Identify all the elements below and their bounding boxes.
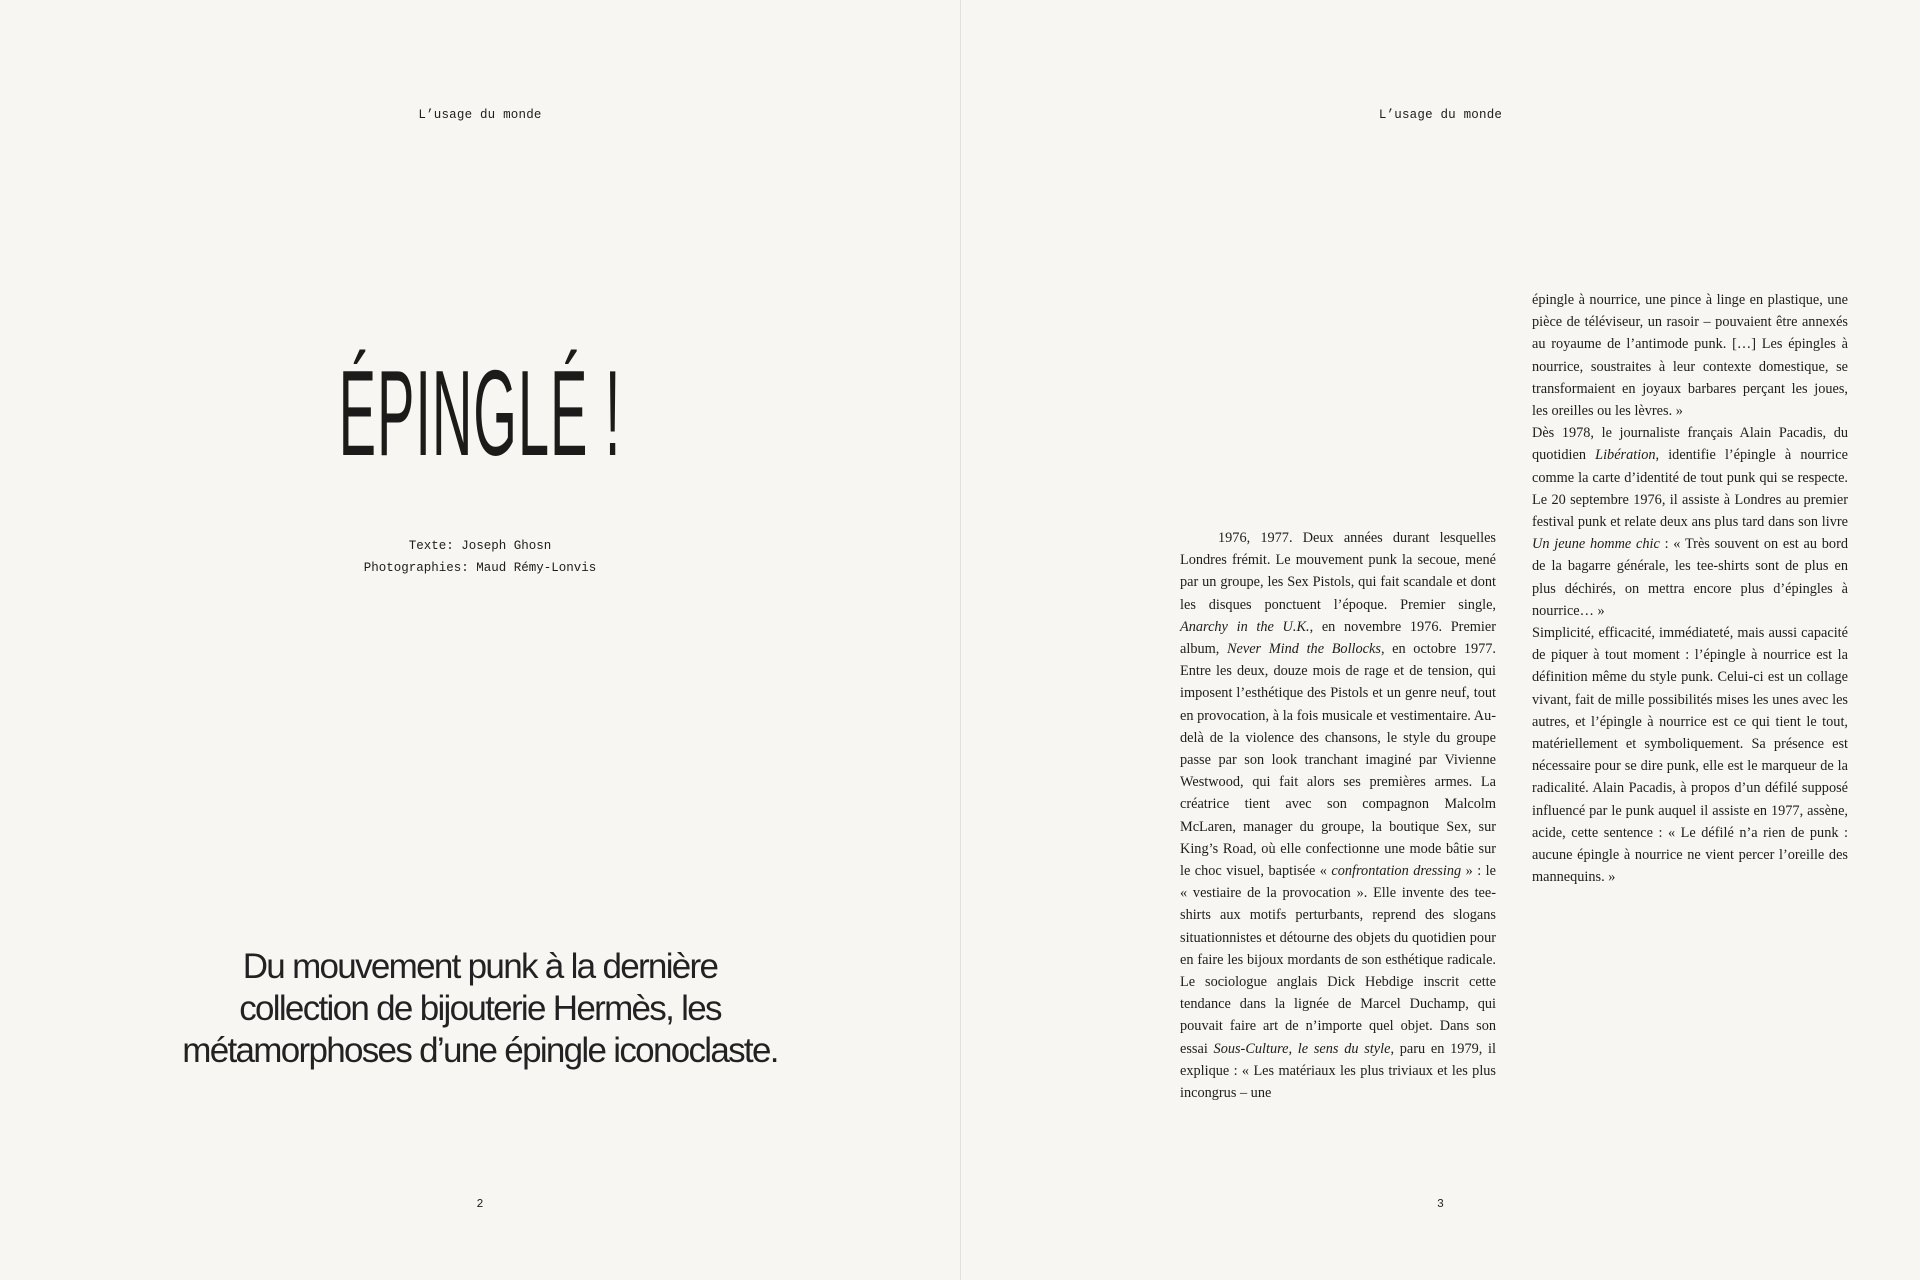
fashion-term: confrontation dressing xyxy=(1331,863,1462,880)
page-number-left: 2 xyxy=(476,1198,484,1211)
body-text: , en novembre 1976. Premier album, xyxy=(1180,618,1496,658)
running-head-right: L’usage du monde xyxy=(1378,108,1503,122)
body-text: , en octobre 1977. Entre les deux, douze mois de rage et de tension, qui imposent l’esthétique des Pistols et un genre neuf, tout en provocation, à la fois musicale et vestimentaire. Au-delà de la violence des chansons, le style du groupe passe par son look tranchant imaginé par Vivienne Westwood, qui fait alors ses premières armes. La créatrice tient avec son compagnon Malcolm McLaren, manager du groupe, la boutique Sex, sur King’s Road, où elle confectionne une mode bâtie sur le choc visuel, baptisée « xyxy=(1180,641,1496,880)
article-headline: ÉPINGLÉ ! xyxy=(338,345,622,481)
article-dek: Du mouvement punk à la dernière collection de bijouterie Hermès, les métamorphoses d’une épingle iconoclaste. xyxy=(182,947,778,1070)
book-title: Un jeune homme chic xyxy=(1532,536,1660,553)
newspaper-title: Libération xyxy=(1595,447,1656,464)
body-text: 1976, 1977. Deux années durant lesquelles Londres frémit. Le mouvement punk la secoue, mené par un groupe, les Sex Pistols, qui fait scandale et dont les disques ponctuent l’époque. Premier single, xyxy=(1180,530,1496,613)
body-text: , paru en 1979, il explique : « Les matériaux les plus triviaux et les plus incongrus – une xyxy=(1180,1040,1497,1102)
song-title: Anarchy in the U.K. xyxy=(1180,618,1310,635)
body-paragraph xyxy=(1180,527,1496,1104)
body-paragraph xyxy=(1532,422,1848,622)
running-head-left: L’usage du monde xyxy=(418,108,542,122)
album-title: Never Mind the Bollocks xyxy=(1226,641,1381,658)
page-number-right: 3 xyxy=(1437,1198,1444,1211)
credit-photographer: Photographies: Maud Rémy-Lonvis xyxy=(363,561,597,575)
right-page xyxy=(961,0,1920,1280)
book-title: Sous-Culture, le sens du style xyxy=(1213,1040,1391,1057)
article-credits xyxy=(0,535,960,579)
body-column-2 xyxy=(1532,289,1848,888)
body-text: : « Très souvent on est au bord de la bagarre générale, les tee-shirts sont de plus en plus déchirés, on mettra encore plus d’épingles à nourrice… » xyxy=(1532,536,1848,619)
credit-text-author: Texte: Joseph Ghosn xyxy=(408,539,552,553)
body-paragraph: Simplicité, efficacité, immédiateté, mais aussi capacité de piquer à tout moment : l’épingle à nourrice est la définition même du style punk. Celui-ci est un collage vivant, fait de mille possibilités mises les unes avec les autres, et l’épingle à nourrice est ce qui tient le tout, matériellement et symboliquement. Sa présence est nécessaire pour se dire punk, elle est le marqueur de la radicalité. Alain Pacadis, à propos d’un défilé supposé influencé par le punk auquel il assiste en 1977, assène, acide, cette sentence : « Le défilé n’a rien de punk : aucune épingle à nourrice ne vient percer l’oreille des mannequins. » xyxy=(1532,625,1848,886)
body-column-1 xyxy=(1180,527,1496,1104)
body-text: Dès 1978, le journaliste français Alain Pacadis, du quotidien xyxy=(1532,425,1848,464)
body-paragraph: épingle à nourrice, une pince à linge en plastique, une pièce de téléviseur, un rasoir – pouvaient être annexés au royaume de l’antimode punk. […] Les épingles à nourrice, soustraites à leur contexte domestique, se transformaient en joyaux barbares perçant les joues, les oreilles ou les lèvres. » xyxy=(1532,292,1848,420)
body-text: » : le « vestiaire de la provocation ». Elle invente des tee-shirts aux motifs perturbants, reprend des slogans situationnistes et détourne des objets du quotidien pour en faire les bijoux mordants de son esthétique radicale. Le sociologue anglais Dick Hebdige inscrit cette tendance dans la lignée de Marcel Duchamp, qui pouvait faire art de n’importe quel objet. Dans son essai xyxy=(1180,863,1496,1057)
body-text: , identifie l’épingle à nourrice comme la carte d’identité de tout punk qui se respecte. Le 20 septembre 1976, il assiste à Londres au premier festival punk et relate deux ans plus tard dans son livre xyxy=(1532,447,1848,531)
